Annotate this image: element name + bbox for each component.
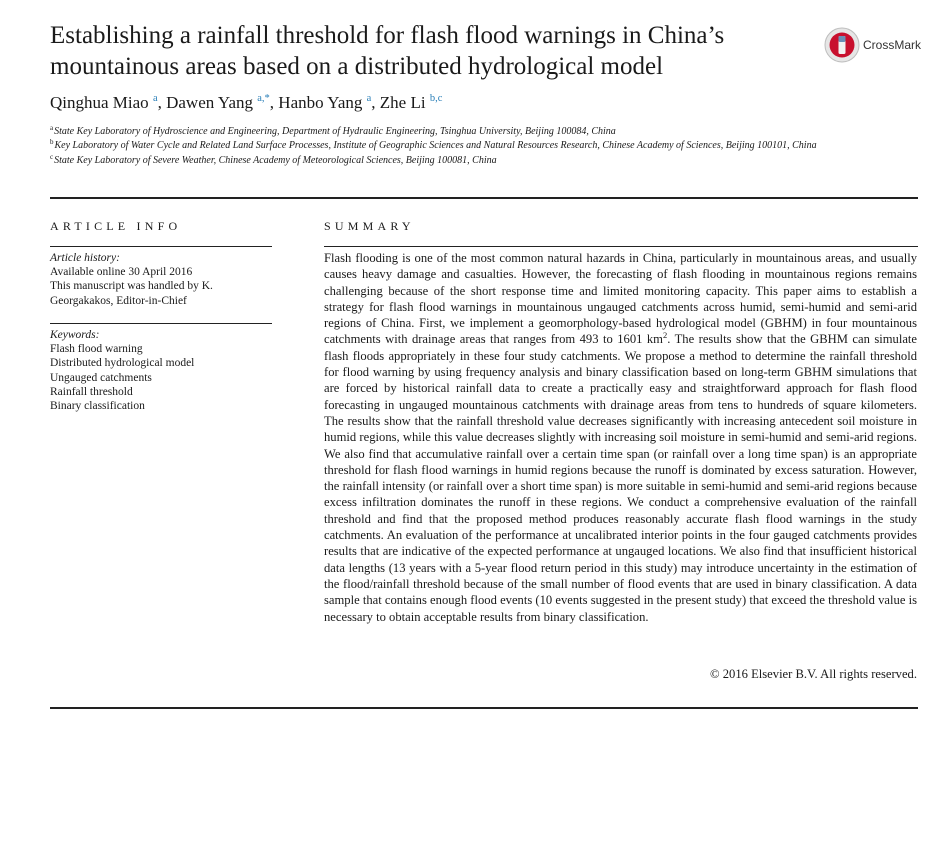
summary-text-part: . The results show that the GBHM can simulate flash floods appropriately in these four study catchments. We propose a method to determine the rainfall threshold for flood warning by using frequency analysis and binary classification based on long-term GBHM simulations that are forced by historical rainfall data to create a practically easy and straightforward approach for flash flood forecasting in ungauged mountainous catchments with drainage areas from tens to hundreds of square kilometers. The results show that the rainfall threshold value decreases significantly with increasing antecedent soil moisture in humid regions, while this value decreases slightly with increasing soil moisture in semi-humid and semi-arid regions. We also find that accumulative rainfall over a certain time span (or rainfall over a long time span) is an appropriate threshold for flash flood warnings in humid regions because the runoff is dominated by excess saturation. However, the rainfall intensity (or rainfall over a short time span) is more suitable in semi-humid and semi-arid regions because excess infiltration dominates the runoff in these regions. We conduct a comprehensive evaluation of the rainfall threshold and find that the proposed method produces reasonably accurate flash flood warnings in the study catchments. An evaluation of the performance at uncalibrated interior points in the four gauged catchments provides results that are indicative of the expected performance at ungauged locations. We also find that insufficient historical data lengths (13 years with a 5-year flood return period in this study) may introduce uncertainty in the estimation of the flood/rainfall threshold because of the small number of flood events that are used in binary classification. A data sample that contains enough flood events (10 events suggested in the present study) that exceed the threshold value is necessary to obtain acceptable results from binary classification. bbox=[324, 332, 917, 624]
author-name[interactable]: Dawen Yang bbox=[166, 93, 253, 112]
crossmark-badge[interactable] bbox=[824, 27, 921, 63]
summary-text-part: Flash flooding is one of the most common natural hazards in China, particularly in mountainous areas, and usually causes heavy damage and casualties. However, the forecasting of flash flooding in mountainous regions remains challenging because of the short response time and limited monitoring capacity. This paper aims to establish a strategy for flash flood warnings in mountainous ungauged catchments across humid, semi-humid and semi-arid regions of China. First, we implement a geomorphology-based hydrological model (GBHM) in four mountainous catchments with drainage areas that ranges from 493 to 1601 km bbox=[324, 251, 917, 347]
article-history-label: Article history: bbox=[50, 252, 120, 264]
article-info-heading: ARTICLE INFO bbox=[50, 219, 182, 233]
author-list: Qinghua Miao $^a$, Dawen Yang $^{a,*}$, Hanbo Yang $^a$, Zhe Li $^{b,c}$ bbox=[50, 93, 443, 112]
superscript: 2 bbox=[662, 330, 668, 341]
header-divider bbox=[50, 197, 918, 199]
author-name[interactable]: Hanbo Yang bbox=[278, 93, 363, 112]
article-history bbox=[50, 251, 272, 308]
keywords-divider bbox=[50, 323, 272, 324]
crossmark-label: CrossMark bbox=[863, 38, 922, 52]
affiliation bbox=[50, 139, 918, 153]
summary-body bbox=[324, 250, 917, 625]
summary-heading: SUMMARY bbox=[324, 219, 415, 233]
affiliation-marker: c bbox=[50, 152, 54, 161]
keywords bbox=[50, 328, 272, 413]
affiliation-list bbox=[50, 125, 918, 168]
author-name[interactable]: Zhe Li bbox=[379, 93, 426, 112]
article-title: Establishing a rainfall threshold for flash flood warnings in China’s mountainous areas based on a distributed hydrological model bbox=[50, 22, 725, 80]
affiliation-marker: a bbox=[50, 124, 54, 132]
copyright-notice: © 2016 Elsevier B.V. All rights reserved. bbox=[710, 667, 917, 681]
affiliation-text: State Key Laboratory of Hydroscience and Engineering, Department of Hydraulic Engineering, Tsinghua University, Beijing 100084, China bbox=[54, 126, 616, 137]
author-affil-ref[interactable]: b,c bbox=[429, 93, 443, 104]
keyword: Flash flood warning bbox=[50, 343, 143, 356]
summary-divider bbox=[324, 246, 918, 247]
affiliation bbox=[50, 154, 918, 168]
article-history-line: Available online 30 April 2016 bbox=[50, 266, 193, 279]
footer-divider bbox=[50, 707, 918, 709]
author-affil-ref[interactable]: a,* bbox=[257, 93, 270, 104]
keyword: Rainfall threshold bbox=[50, 385, 133, 398]
affiliation-text: State Key Laboratory of Severe Weather, Chinese Academy of Meteorological Sciences, Beijing 100081, China bbox=[54, 154, 497, 166]
author-affil-ref[interactable]: a bbox=[152, 93, 158, 104]
affiliation-marker: b bbox=[50, 138, 54, 147]
keyword: Binary classification bbox=[50, 400, 145, 413]
affiliation bbox=[50, 125, 918, 139]
keywords-label: Keywords: bbox=[50, 329, 100, 341]
keyword: Ungauged catchments bbox=[50, 371, 152, 384]
author-affil-ref[interactable]: a bbox=[366, 93, 372, 104]
article-info-divider bbox=[50, 246, 272, 247]
crossmark-icon bbox=[824, 27, 860, 63]
article-history-line: This manuscript was handled by K. Georgakakos, Editor-in-Chief bbox=[50, 280, 213, 307]
author-name[interactable]: Qinghua Miao bbox=[50, 93, 149, 112]
affiliation-text: Key Laboratory of Water Cycle and Related Land Surface Processes, Institute of Geographic Sciences and Natural Resources Research, Chinese Academy of Sciences, Beijing 100101, China bbox=[54, 140, 817, 152]
keyword: Distributed hydrological model bbox=[50, 357, 195, 370]
